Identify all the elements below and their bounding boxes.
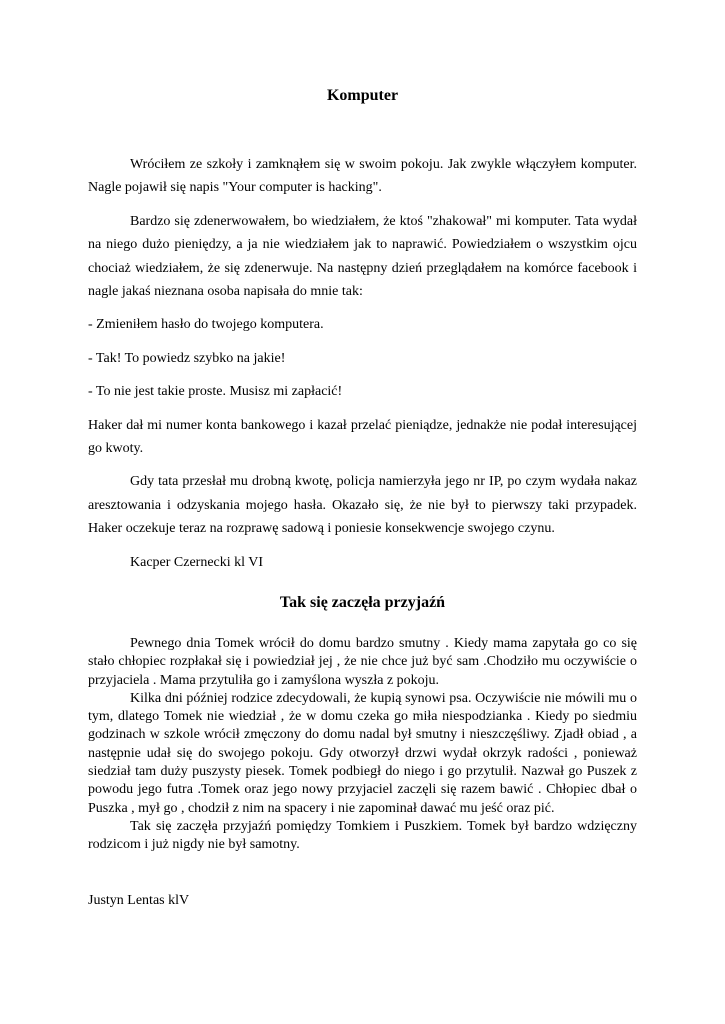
paragraph: Bardzo się zdenerwowałem, bo wiedziałem, że ktoś "zhakował" mi komputer. Tata wydał na niego dużo pieniędzy, a ja nie wiedziałem jak to naprawić. Powiedziałem o wszystkim ojcu chociaż wiedziałem, że się zdenerwuje. Na następny dzień przeglądałem na komórce facebook i nagle jakaś nieznana osoba napisała do mnie tak:: [88, 213, 637, 300]
paragraph: Kilka dni później rodzice zdecydowali, że kupią synowi psa. Oczywiście nie mówili mu o tym, dlatego Tomek nie wiedział , że w domu czeka go miła niespodzianka . Kiedy po siedmiu godzinach w szkole wrócił zmęczony do domu nadal był smutny i nieszczęśliwy. Zjadł obiad , a następnie udał się do swojego pokoju. Gdy otworzył drzwi wydał okrzyk radości , ponieważ siedział tam duży puszysty piesek. Tomek podbiegł do niego i go przytulił. Nazwał go Puszek z powodu jego futra .Tomek oraz jego nowy przyjaciel zaczęli się razem bawić . Chłopiec dbał o Puszka , mył go , chodził z nim na spacery i nie zapominał dawać mu jeść oraz pić.: [88, 690, 637, 816]
paragraph: Haker dał mi numer konta bankowego i kazał przelać pieniądze, jednakże nie podał interesującej go kwoty.: [88, 417, 637, 457]
paragraph: Gdy tata przesłał mu drobną kwotę, policja namierzyła jego nr IP, po czym wydała nakaz aresztowania i odzyskania mojego hasła. Okazało się, że nie był to pierwszy taki przypadek. Haker oczekuje teraz na rozprawę sadową i poniesie konsekwencje swojego czynu.: [88, 474, 637, 537]
dialogue-line: - Zmieniłem hasło do twojego komputera.: [88, 317, 324, 333]
paragraph: Pewnego dnia Tomek wrócił do domu bardzo smutny . Kiedy mama zapytała go co się stało chłopiec rozpłakał się i powiedział jej , że nie chce już być sam .Chodziło mu oczywiście o przyjaciela . Mama przytuliła go i zamyślona wyszła z pokoju.: [88, 636, 637, 688]
story-title-przyjazn: Tak się zaczęła przyjaźń: [279, 594, 446, 611]
author-signature: Justyn Lentas klV: [88, 893, 190, 908]
paragraph: Wróciłem ze szkoły i zamknąłem się w swoim pokoju. Jak zwykle włączyłem komputer. Nagle pojawił się napis "Your computer is hacking".: [88, 157, 637, 196]
dialogue-line: - Tak! To powiedz szybko na jakie!: [88, 350, 286, 366]
author-signature: Kacper Czernecki kl VI: [130, 554, 264, 570]
story-body-komputer: [88, 153, 637, 584]
story-body-przyjazn: [88, 635, 637, 855]
story-title-komputer: Komputer: [326, 87, 399, 104]
dialogue-line: - To nie jest takie proste. Musisz mi zapłacić!: [88, 384, 343, 400]
paragraph: Tak się zaczęła przyjaźń pomiędzy Tomkiem i Puszkiem. Tomek był bardzo wdzięczny rodzicom i już nigdy nie był samotny.: [88, 818, 637, 853]
